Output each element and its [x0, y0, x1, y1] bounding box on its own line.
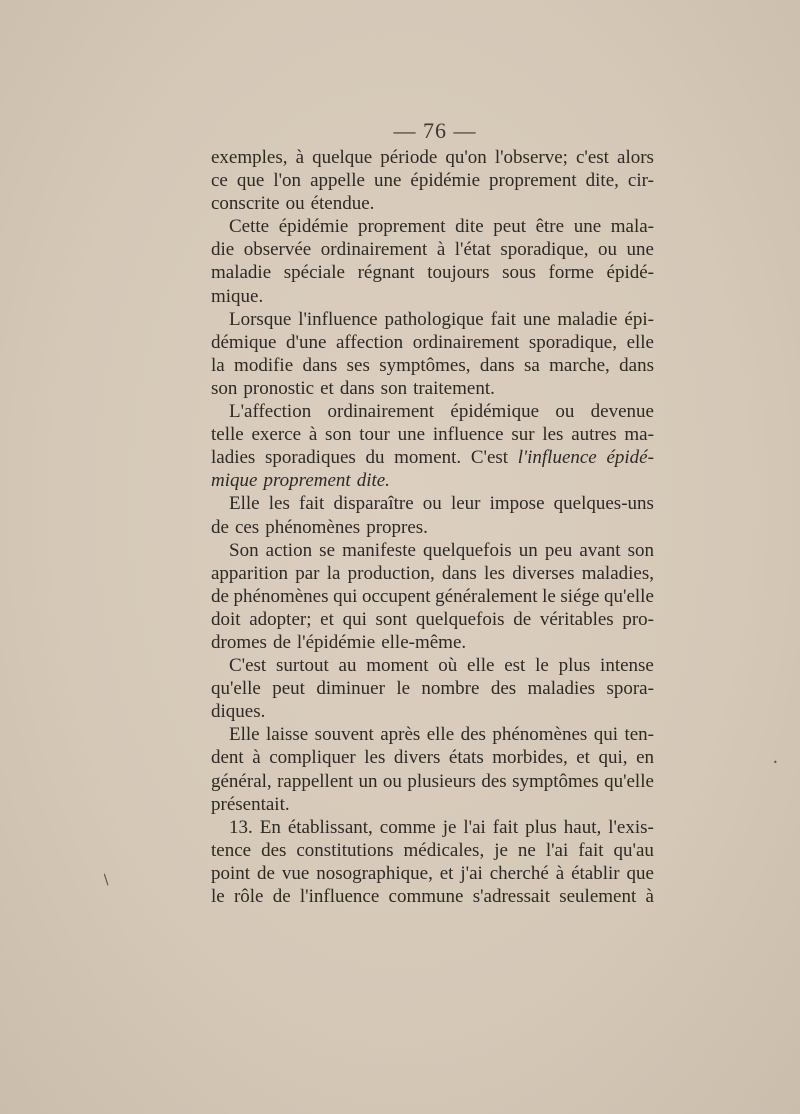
stray-mark: /: [99, 872, 113, 888]
text-line: die observée ordinairement à l'état sporadique, ou une: [211, 239, 654, 261]
text-line: conscrite ou étendue.: [211, 193, 375, 215]
text-line: qu'elle peut diminuer le nombre des maladies spora-: [211, 678, 654, 700]
text-line: L'affection ordinairement épidémique ou devenue: [229, 401, 654, 423]
text-line: la modifie dans ses symptômes, dans sa marche, dans: [211, 354, 654, 376]
text-line: 13. En établissant, comme je l'ai fait plus haut, l'exis-: [229, 816, 654, 838]
body-text: [211, 146, 654, 908]
text-line: maladie spéciale régnant toujours sous forme épidé-: [211, 262, 654, 284]
text-line: Cette épidémie proprement dite peut être une mala-: [229, 216, 654, 238]
text-line: dent à compliquer les divers états morbides, et qui, en: [211, 747, 654, 769]
text-line: Son action se manifeste quelquefois un peu avant son: [229, 539, 654, 561]
text-line: tence des constitutions médicales, je ne l'ai fait qu'au: [211, 839, 654, 861]
text-line: Elle laisse souvent après elle des phénomènes qui ten-: [229, 724, 654, 746]
text-line: exemples, à quelque période qu'on l'observe; c'est alors: [211, 147, 654, 168]
text-line: général, rappellent un ou plusieurs des symptômes qu'elle: [211, 770, 654, 792]
text-line: ce que l'on appelle une épidémie proprement dite, cir-: [211, 170, 654, 192]
text-line: point de vue nosographique, et j'ai cherché à établir que: [211, 862, 654, 884]
text-line: doit adopter; et qui sont quelquefois de véritables pro-: [211, 608, 654, 630]
text-line: Lorsque l'influence pathologique fait une maladie épi-: [229, 308, 654, 330]
text-line: telle exerce à son tour une influence sur les autres ma-: [211, 424, 654, 446]
text-line: démique d'une affection ordinairement sporadique, elle: [211, 331, 654, 353]
text-line: le rôle de l'influence commune s'adressait seulement à: [211, 886, 654, 907]
text-line: ladies sporadiques du moment. C'est l'influence épidé-: [211, 447, 654, 469]
text-line: Elle les fait disparaître ou leur impose quelques-uns: [229, 493, 654, 515]
page-number: — 76 —: [393, 118, 477, 143]
text-line: dromes de l'épidémie elle-même.: [211, 631, 467, 653]
text-line: présentait.: [211, 793, 290, 815]
text-line: mique proprement dite.: [211, 470, 390, 492]
text-line: apparition par la production, dans les diverses maladies,: [211, 562, 654, 584]
text-line: mique.: [211, 285, 264, 307]
text-line: diques.: [211, 701, 266, 723]
stray-dot: •: [773, 758, 778, 767]
text-line: son pronostic et dans son traitement.: [211, 377, 495, 399]
text-line: de phénomènes qui occupent généralement le siége qu'elle: [211, 585, 654, 607]
text-line: de ces phénomènes propres.: [211, 516, 428, 538]
text-line: C'est surtout au moment où elle est le plus intense: [229, 655, 654, 677]
